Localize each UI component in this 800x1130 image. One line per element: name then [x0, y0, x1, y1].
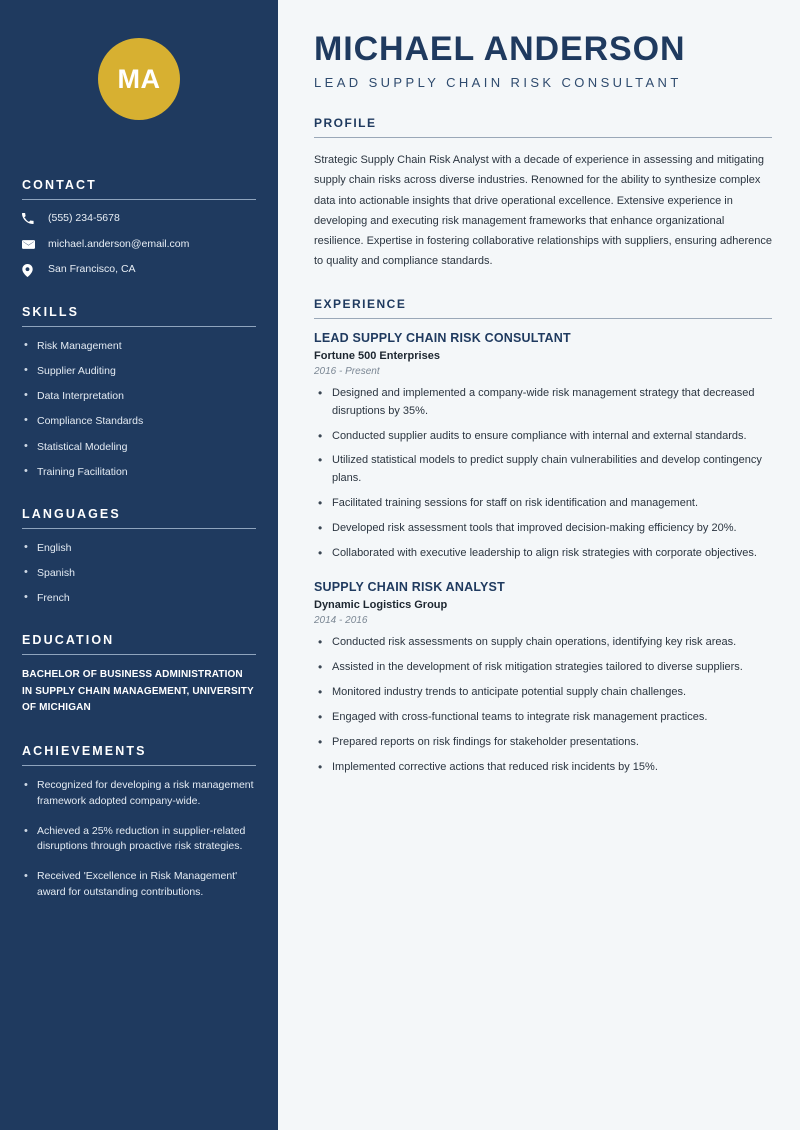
languages-list: [22, 541, 256, 606]
achievements-list: [22, 778, 256, 901]
contact-item-email[interactable]: [22, 238, 256, 252]
languages-section: [22, 507, 256, 606]
experience-entry: [314, 580, 772, 776]
job-bullets: [314, 385, 772, 563]
achievements-divider: [22, 765, 256, 766]
skills-heading: SKILLS: [22, 304, 80, 319]
profile-text: Strategic Supply Chain Risk Analyst with a decade of experience in assessing and mitigating supply chain risks across diverse industries. Renowned for the ability to synthesize complex data into actionable insights that drive operational excellence. Extensive experience in developing and executing risk management frameworks that enhance organizational resilience. Expertise in fostering collaborative relationships with suppliers, ensuring adherence to quality and compliance standards.: [314, 154, 772, 267]
list-item: • Prepared reports on risk findings for stakeholder presentations.: [314, 734, 772, 752]
list-item: • Collaborated with executive leadership to align risk strategies with corporate objectives.: [314, 545, 772, 563]
education-section: [22, 633, 256, 716]
job-dates: 2016 - Present: [314, 365, 380, 377]
list-item: • Developed risk assessment tools that improved decision-making efficiency by 20%.: [314, 520, 772, 538]
education-divider: [22, 654, 256, 655]
list-item: • Engaged with cross-functional teams to integrate risk management practices.: [314, 709, 772, 727]
avatar-container: [22, 0, 256, 130]
languages-divider: [22, 528, 256, 529]
job-dates: 2014 - 2016: [314, 615, 368, 627]
avatar-initials: MA: [98, 38, 180, 120]
list-item: • Recognized for developing a risk management framework adopted company-wide.: [22, 778, 256, 810]
contact-email-text: michael.anderson@email.com: [48, 237, 190, 250]
experience-section: [314, 297, 772, 777]
experience-heading: EXPERIENCE: [314, 296, 407, 311]
achievements-heading: ACHIEVEMENTS: [22, 744, 147, 759]
page-title: MICHAEL ANDERSON: [314, 30, 686, 68]
list-item: • English: [22, 541, 256, 555]
contact-heading: CONTACT: [22, 178, 97, 192]
job-company: Dynamic Logistics Group: [314, 599, 448, 612]
skills-divider: [22, 326, 256, 327]
achievements-section: [22, 744, 256, 901]
list-item: • Statistical Modeling: [22, 440, 256, 454]
list-item: • Received 'Excellence in Risk Management' award for outstanding contributions.: [22, 869, 256, 901]
contact-section: [22, 178, 256, 277]
job-subtitle: LEAD SUPPLY CHAIN RISK CONSULTANT: [314, 75, 682, 91]
list-item: • Risk Management: [22, 339, 256, 353]
list-item: • Supplier Auditing: [22, 364, 256, 378]
job-company: Fortune 500 Enterprises: [314, 349, 440, 362]
contact-item-location[interactable]: [22, 263, 256, 277]
education-entry: BACHELOR OF BUSINESS ADMINISTRATION IN SUPPLY CHAIN MANAGEMENT, UNIVERSITY OF MICHIGAN: [22, 669, 254, 713]
contact-item-phone[interactable]: [22, 212, 256, 226]
main-content: [282, 0, 800, 1130]
list-item: • Compliance Standards: [22, 414, 256, 428]
sidebar: [0, 0, 278, 1130]
skills-section: [22, 305, 256, 479]
profile-section: [314, 116, 772, 270]
map-pin-icon: [22, 264, 40, 277]
list-item: • Utilized statistical models to predict supply chain vulnerabilities and develop contingency plans.: [314, 452, 772, 488]
contact-phone-text: (555) 234-5678: [48, 212, 120, 224]
list-item: • Conducted supplier audits to ensure compliance with internal and external standards.: [314, 428, 772, 446]
list-item: • Designed and implemented a company-wide risk management strategy that decreased disruptions by 35%.: [314, 385, 772, 421]
phone-icon: [22, 213, 40, 225]
list-item: • Conducted risk assessments on supply chain operations, identifying key risk areas.: [314, 634, 772, 652]
experience-entry: [314, 331, 772, 563]
job-title: LEAD SUPPLY CHAIN RISK CONSULTANT: [314, 330, 571, 345]
list-item: • Implemented corrective actions that reduced risk incidents by 15%.: [314, 759, 772, 777]
job-title: SUPPLY CHAIN RISK ANALYST: [314, 580, 505, 595]
skills-list: [22, 339, 256, 479]
education-heading: EDUCATION: [22, 633, 115, 648]
envelope-icon: [22, 238, 40, 251]
list-item: • Assisted in the development of risk mitigation strategies tailored to diverse suppliers.: [314, 659, 772, 677]
contact-divider: [22, 199, 256, 200]
contact-location-text: San Francisco, CA: [48, 263, 136, 276]
profile-heading: PROFILE: [314, 116, 377, 131]
job-bullets: [314, 634, 772, 776]
experience-divider: [314, 318, 772, 319]
list-item: • Spanish: [22, 566, 256, 580]
profile-divider: [314, 137, 772, 138]
languages-heading: LANGUAGES: [22, 506, 121, 521]
list-item: • Achieved a 25% reduction in supplier-related disruptions through proactive risk strategies.: [22, 824, 256, 856]
list-item: • Facilitated training sessions for staff on risk identification and management.: [314, 495, 772, 513]
list-item: • Data Interpretation: [22, 389, 256, 403]
list-item: • Monitored industry trends to anticipate potential supply chain challenges.: [314, 684, 772, 702]
list-item: • French: [22, 591, 256, 605]
list-item: • Training Facilitation: [22, 465, 256, 479]
